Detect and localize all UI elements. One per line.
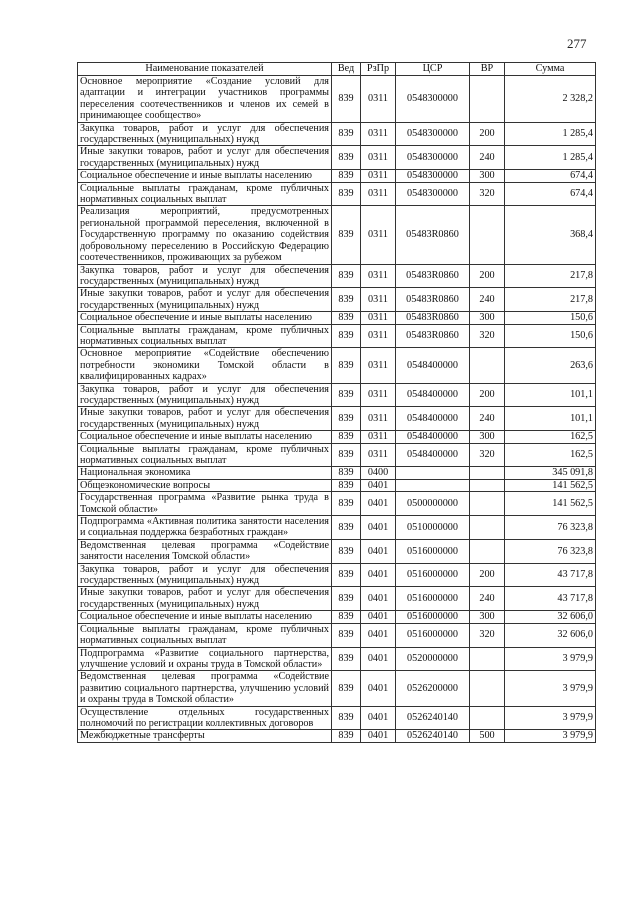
cell-name: Общеэкономические вопросы [78,479,332,491]
cell-rzpr: 0401 [361,516,396,540]
cell-name: Иные закупки товаров, работ и услуг для обеспечения государственных (муниципальных) нужд [78,146,332,170]
cell-name: Осуществление отдельных государственных полномочий по регистрации коллективных договоров [78,706,332,730]
cell-name: Иные закупки товаров, работ и услуг для обеспечения государственных (муниципальных) нужд [78,288,332,312]
header-csr: ЦСР [396,63,470,76]
cell-ved: 839 [332,146,361,170]
cell-ved: 839 [332,492,361,516]
cell-rzpr: 0401 [361,623,396,647]
cell-ved: 839 [332,324,361,348]
cell-csr: 0500000000 [396,492,470,516]
cell-name: Национальная экономика [78,467,332,479]
cell-sum: 150,6 [505,312,596,324]
cell-rzpr: 0311 [361,76,396,123]
table-row [78,122,596,146]
cell-ved: 839 [332,76,361,123]
cell-ved: 839 [332,170,361,182]
cell-vr: 320 [470,182,505,206]
cell-csr: 0510000000 [396,516,470,540]
cell-sum: 162,5 [505,443,596,467]
cell-name: Государственная программа «Развитие рынка труда в Томской области» [78,492,332,516]
cell-rzpr: 0311 [361,407,396,431]
header-vr: ВР [470,63,505,76]
cell-ved: 839 [332,647,361,671]
cell-vr: 320 [470,324,505,348]
cell-vr [470,671,505,706]
cell-ved: 839 [332,479,361,491]
cell-name: Закупка товаров, работ и услуг для обеспечения государственных (муниципальных) нужд [78,122,332,146]
cell-rzpr: 0311 [361,431,396,443]
cell-rzpr: 0311 [361,182,396,206]
table-row [78,479,596,491]
table-row [78,671,596,706]
cell-ved: 839 [332,443,361,467]
cell-name: Реализация мероприятий, предусмотренных региональной программой переселения, включенной в Государственную программу по оказанию содействия добровольному переселению в Российскую Федерацию соотечественников, проживающих за рубежом [78,206,332,264]
table-row [78,182,596,206]
cell-rzpr: 0311 [361,348,396,383]
cell-vr [470,647,505,671]
table-row [78,563,596,587]
cell-csr: 0526240140 [396,730,470,742]
cell-csr: 0548300000 [396,146,470,170]
header-name: Наименование показателей [78,63,332,76]
cell-sum: 141 562,5 [505,479,596,491]
cell-csr [396,467,470,479]
table-row [78,706,596,730]
table-row [78,587,596,611]
cell-ved: 839 [332,312,361,324]
cell-ved: 839 [332,730,361,742]
cell-vr: 300 [470,611,505,623]
cell-csr: 0526240140 [396,706,470,730]
cell-rzpr: 0401 [361,587,396,611]
budget-table [77,62,596,743]
cell-ved: 839 [332,467,361,479]
cell-ved: 839 [332,516,361,540]
cell-rzpr: 0311 [361,170,396,182]
table-row [78,467,596,479]
cell-ved: 839 [332,706,361,730]
table-row [78,76,596,123]
cell-rzpr: 0311 [361,206,396,264]
cell-vr [470,539,505,563]
cell-ved: 839 [332,206,361,264]
cell-sum: 32 606,0 [505,611,596,623]
cell-name: Социальное обеспечение и иные выплаты населению [78,312,332,324]
cell-sum: 3 979,9 [505,647,596,671]
table-row [78,623,596,647]
cell-sum: 345 091,8 [505,467,596,479]
cell-vr: 500 [470,730,505,742]
cell-csr [396,479,470,491]
cell-rzpr: 0311 [361,324,396,348]
header-sum: Сумма [505,63,596,76]
table-row [78,443,596,467]
cell-name: Основное мероприятие «Содействие обеспечению потребности экономики Томской области в квалифицированных кадрах» [78,348,332,383]
cell-ved: 839 [332,611,361,623]
cell-vr [470,492,505,516]
cell-rzpr: 0311 [361,383,396,407]
page-number: 277 [567,36,587,51]
cell-vr: 300 [470,312,505,324]
cell-csr: 05483R0860 [396,206,470,264]
cell-sum: 217,8 [505,288,596,312]
cell-vr [470,206,505,264]
cell-csr: 0548400000 [396,407,470,431]
cell-sum: 263,6 [505,348,596,383]
table-row [78,611,596,623]
cell-rzpr: 0311 [361,146,396,170]
cell-ved: 839 [332,407,361,431]
cell-ved: 839 [332,348,361,383]
cell-csr: 0516000000 [396,611,470,623]
cell-sum: 674,4 [505,170,596,182]
cell-ved: 839 [332,587,361,611]
cell-ved: 839 [332,431,361,443]
table-row [78,431,596,443]
cell-csr: 0516000000 [396,563,470,587]
table-row [78,539,596,563]
cell-sum: 1 285,4 [505,146,596,170]
cell-vr [470,467,505,479]
cell-sum: 217,8 [505,264,596,288]
cell-sum: 674,4 [505,182,596,206]
cell-vr [470,76,505,123]
cell-ved: 839 [332,182,361,206]
cell-sum: 43 717,8 [505,563,596,587]
table-row [78,312,596,324]
cell-rzpr: 0401 [361,611,396,623]
cell-name: Социальное обеспечение и иные выплаты населению [78,170,332,182]
table-row [78,288,596,312]
cell-sum: 2 328,2 [505,76,596,123]
cell-rzpr: 0311 [361,312,396,324]
cell-sum: 101,1 [505,407,596,431]
cell-vr: 240 [470,587,505,611]
cell-sum: 141 562,5 [505,492,596,516]
table-row [78,170,596,182]
cell-csr: 0548400000 [396,348,470,383]
cell-vr: 200 [470,122,505,146]
cell-csr: 05483R0860 [396,324,470,348]
cell-name: Ведомственная целевая программа «Содействие развитию социального партнерства, улучшению условий и охраны труда в Томской области» [78,671,332,706]
cell-name: Социальное обеспечение и иные выплаты населению [78,431,332,443]
cell-name: Ведомственная целевая программа «Содействие занятости населения Томской области» [78,539,332,563]
cell-name: Закупка товаров, работ и услуг для обеспечения государственных (муниципальных) нужд [78,264,332,288]
cell-vr: 200 [470,383,505,407]
cell-csr: 0520000000 [396,647,470,671]
cell-vr [470,516,505,540]
cell-sum: 3 979,9 [505,671,596,706]
cell-sum: 76 323,8 [505,516,596,540]
cell-rzpr: 0401 [361,647,396,671]
cell-rzpr: 0401 [361,706,396,730]
table-row [78,348,596,383]
table-header-row [78,63,596,76]
cell-name: Основное мероприятие «Создание условий для адаптации и интеграции участников программы переселения соотечественников и членов их семей в принимающее сообщество» [78,76,332,123]
cell-rzpr: 0401 [361,671,396,706]
cell-rzpr: 0311 [361,288,396,312]
cell-csr: 0548300000 [396,122,470,146]
cell-rzpr: 0401 [361,730,396,742]
cell-ved: 839 [332,122,361,146]
cell-rzpr: 0311 [361,264,396,288]
cell-name: Подпрограмма «Развитие социального партнерства, улучшение условий и охраны труда в Томской области» [78,647,332,671]
cell-vr [470,706,505,730]
cell-ved: 839 [332,623,361,647]
cell-vr [470,479,505,491]
table-row [78,647,596,671]
cell-sum: 1 285,4 [505,122,596,146]
cell-vr [470,348,505,383]
cell-name: Социальное обеспечение и иные выплаты населению [78,611,332,623]
cell-rzpr: 0401 [361,563,396,587]
cell-csr: 0548300000 [396,170,470,182]
cell-sum: 3 979,9 [505,706,596,730]
cell-vr: 240 [470,288,505,312]
cell-sum: 150,6 [505,324,596,348]
cell-csr: 05483R0860 [396,264,470,288]
cell-name: Иные закупки товаров, работ и услуг для обеспечения государственных (муниципальных) нужд [78,587,332,611]
cell-csr: 05483R0860 [396,288,470,312]
cell-name: Социальные выплаты гражданам, кроме публичных нормативных социальных выплат [78,623,332,647]
cell-sum: 32 606,0 [505,623,596,647]
cell-name: Социальные выплаты гражданам, кроме публичных нормативных социальных выплат [78,443,332,467]
table-row [78,206,596,264]
cell-vr: 200 [470,264,505,288]
cell-csr: 0548400000 [396,443,470,467]
cell-sum: 76 323,8 [505,539,596,563]
table-row [78,324,596,348]
cell-ved: 839 [332,264,361,288]
cell-rzpr: 0311 [361,443,396,467]
cell-csr: 0516000000 [396,587,470,611]
cell-vr: 300 [470,170,505,182]
cell-ved: 839 [332,383,361,407]
cell-sum: 162,5 [505,431,596,443]
cell-ved: 839 [332,539,361,563]
cell-csr: 0516000000 [396,539,470,563]
cell-vr: 200 [470,563,505,587]
table-row [78,407,596,431]
table-row [78,492,596,516]
cell-rzpr: 0311 [361,122,396,146]
cell-rzpr: 0401 [361,539,396,563]
cell-name: Закупка товаров, работ и услуг для обеспечения государственных (муниципальных) нужд [78,563,332,587]
cell-name: Межбюджетные трансферты [78,730,332,742]
cell-sum: 368,4 [505,206,596,264]
cell-csr: 0526200000 [396,671,470,706]
cell-name: Социальные выплаты гражданам, кроме публичных нормативных социальных выплат [78,324,332,348]
cell-ved: 839 [332,671,361,706]
table-row [78,264,596,288]
cell-csr: 0516000000 [396,623,470,647]
table-row [78,146,596,170]
cell-vr: 320 [470,623,505,647]
table-row [78,516,596,540]
cell-ved: 839 [332,288,361,312]
cell-csr: 0548300000 [396,182,470,206]
cell-sum: 101,1 [505,383,596,407]
cell-vr: 300 [470,431,505,443]
cell-ved: 839 [332,563,361,587]
table-row [78,730,596,742]
cell-csr: 0548400000 [396,383,470,407]
cell-csr: 05483R0860 [396,312,470,324]
cell-rzpr: 0401 [361,479,396,491]
cell-rzpr: 0400 [361,467,396,479]
header-ved: Вед [332,63,361,76]
header-rzpr: РзПр [361,63,396,76]
cell-name: Иные закупки товаров, работ и услуг для обеспечения государственных (муниципальных) нужд [78,407,332,431]
cell-vr: 240 [470,407,505,431]
cell-name: Подпрограмма «Активная политика занятости населения и социальная поддержка безработных граждан» [78,516,332,540]
cell-vr: 320 [470,443,505,467]
cell-name: Социальные выплаты гражданам, кроме публичных нормативных социальных выплат [78,182,332,206]
cell-rzpr: 0401 [361,492,396,516]
cell-sum: 43 717,8 [505,587,596,611]
cell-sum: 3 979,9 [505,730,596,742]
cell-csr: 0548300000 [396,76,470,123]
cell-vr: 240 [470,146,505,170]
cell-csr: 0548400000 [396,431,470,443]
table-row [78,383,596,407]
cell-name: Закупка товаров, работ и услуг для обеспечения государственных (муниципальных) нужд [78,383,332,407]
